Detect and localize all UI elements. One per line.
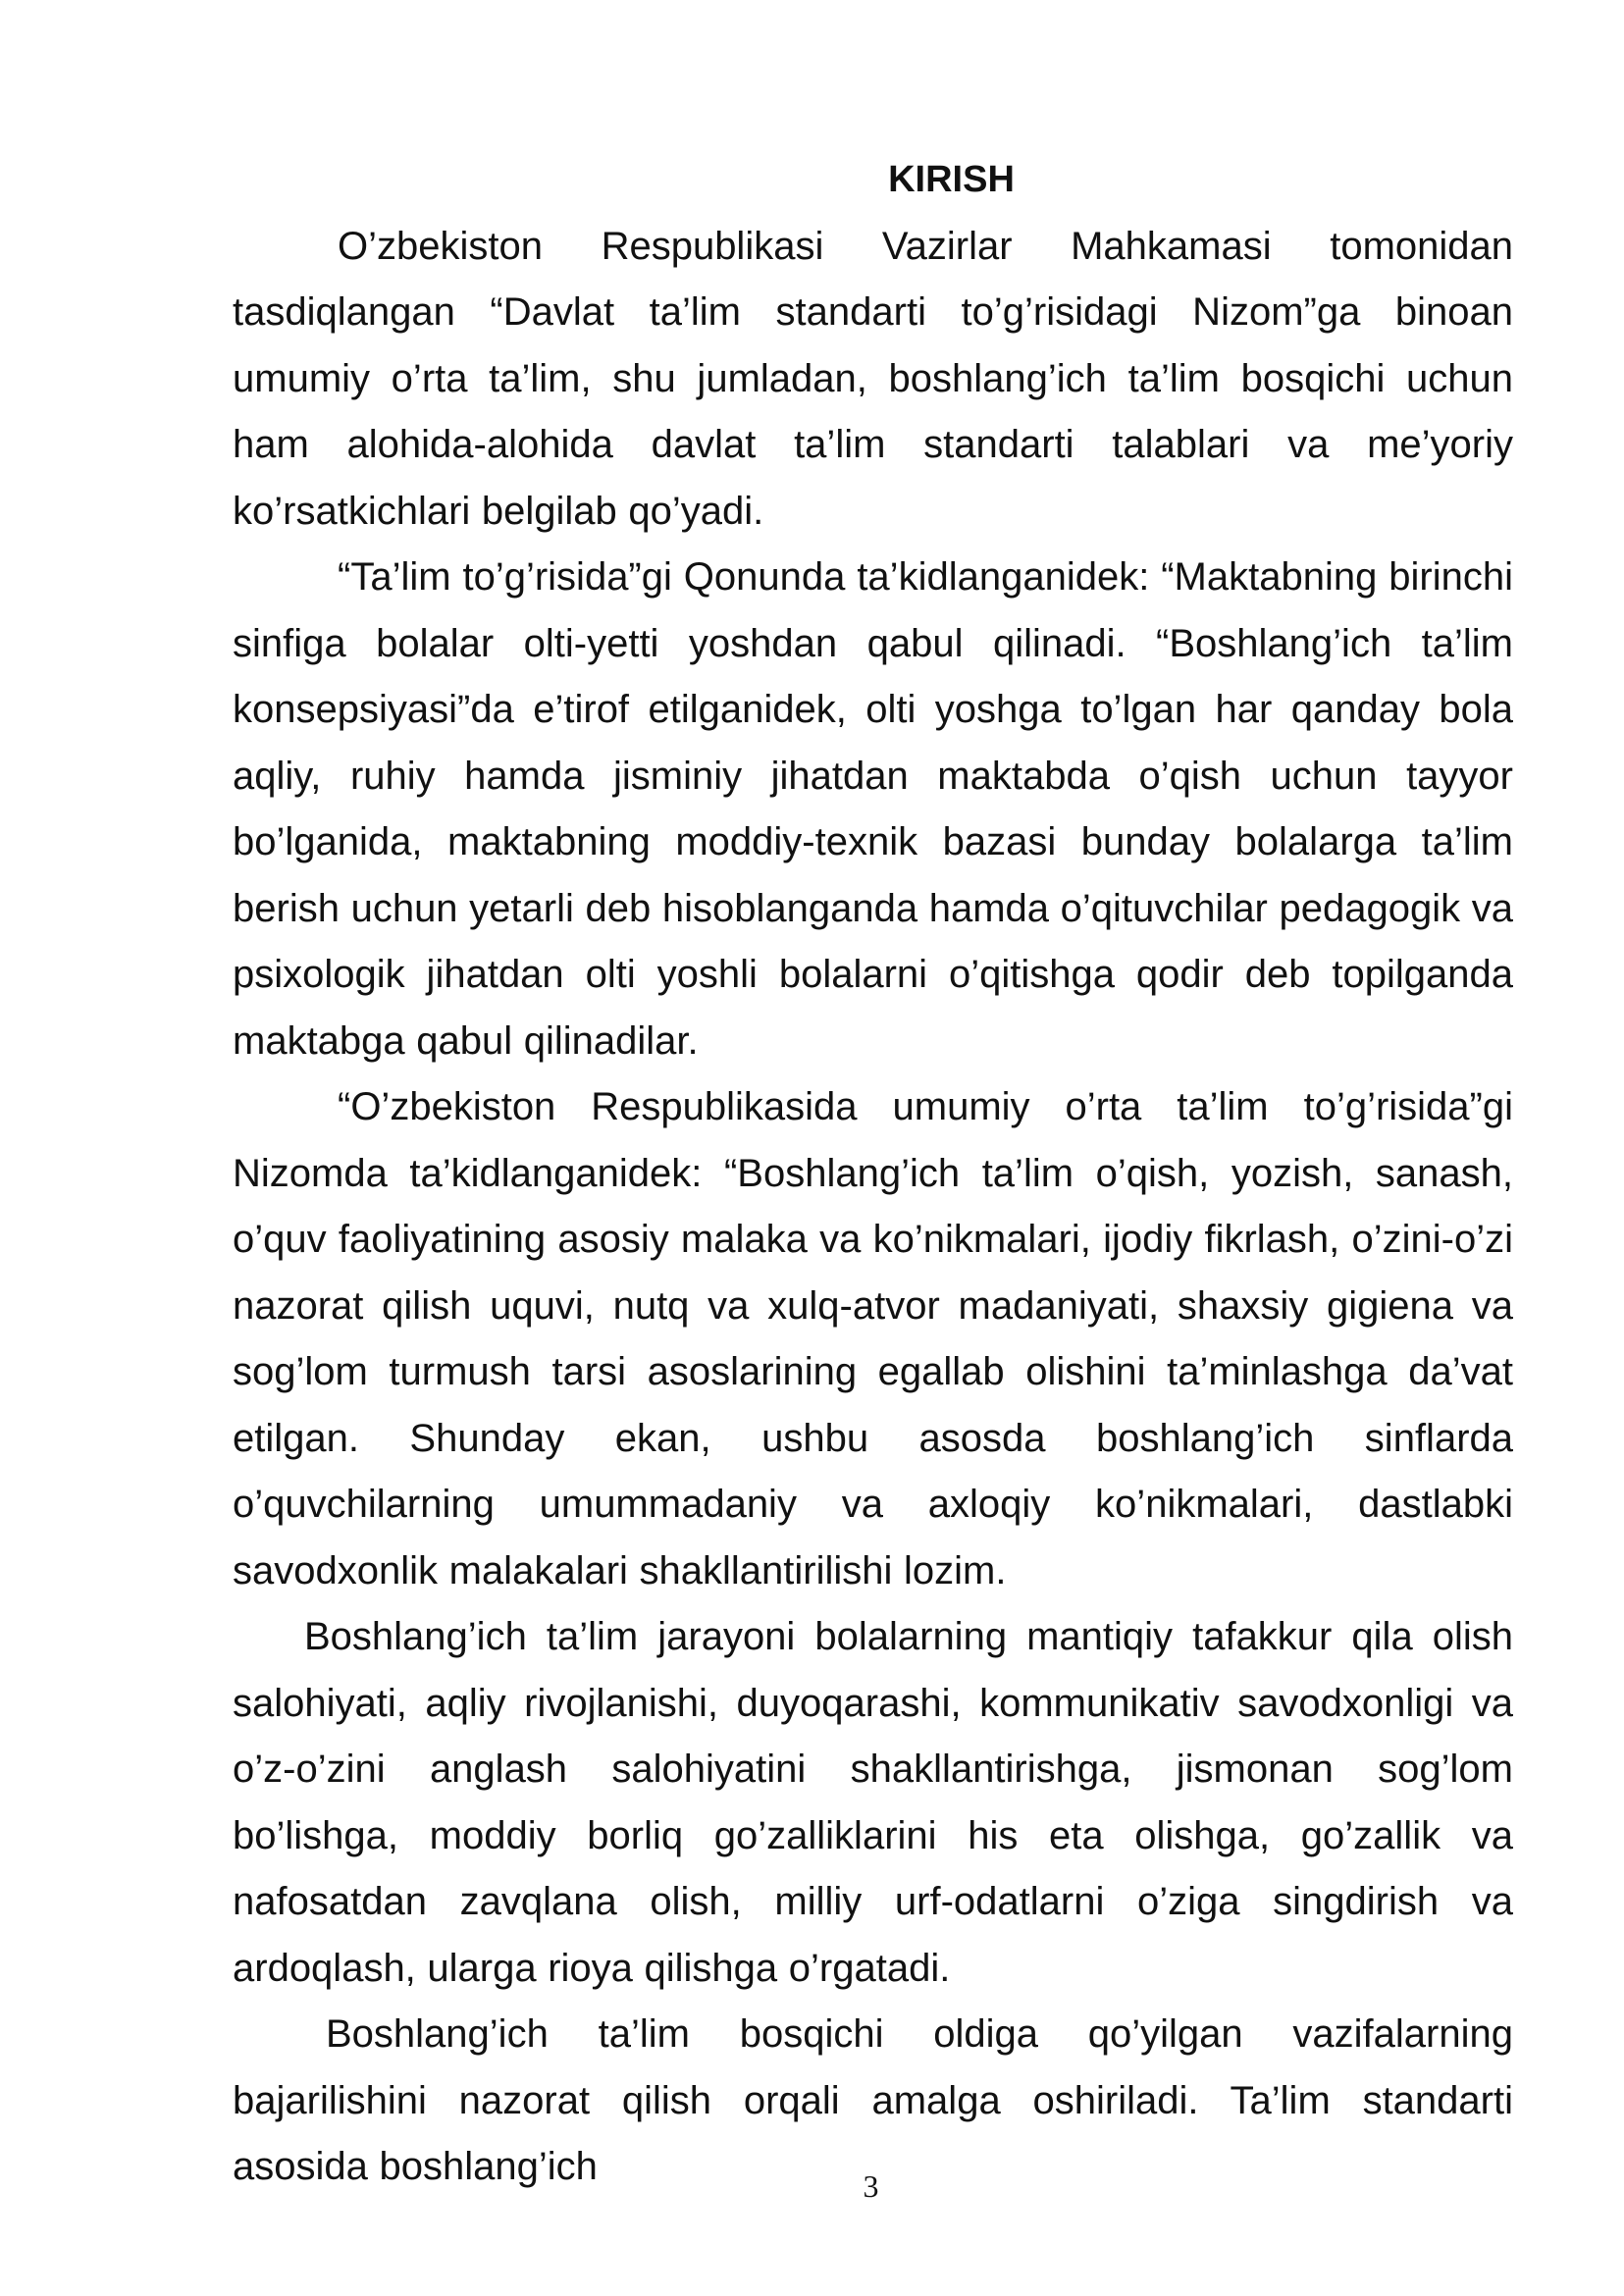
document-body <box>233 147 1513 2201</box>
paragraph-4: Boshlang’ich ta’lim jarayoni bolalarning mantiqiy tafakkur qila olish salohiyati, aqliy rivojlanishi, duyoqarashi, kommunikativ savodxonligi va o’z-o’zini anglash salohiyatini shakllantirishga, jismonan sog’lom bo’lishga, moddiy borliq go’zalliklarini his eta olishga, go’zallik va nafosatdan zavqlana olish, milliy urf-odatlarni o’ziga singdirish va ardoqlash, ularga rioya qilishga o’rgatadi. <box>233 1615 1513 1990</box>
paragraph-2: “Ta’lim to’g’risida”gi Qonunda ta’kidlanganidek: “Maktabning birinchi sinfiga bolalar olti-yetti yoshdan qabul qilinadi. “Boshlang’ich ta’lim konsepsiyasi”da e’tirof etilganidek, olti yoshga to’lgan har qanday bola aqliy, ruhiy hamda jisminiy jihatdan maktabda o’qish uchun tayyor bo’lganida, maktabning moddiy-texnik bazasi bunday bolalarga ta’lim berish uchun yetarli deb hisoblanganda hamda o’qituvchilar pedagogik va psixologik jihatdan olti yoshli bolalarni o’qitishga qodir deb topilganda maktabga qabul qilinadilar. <box>233 555 1513 1063</box>
paragraph-5: Boshlang’ich ta’lim bosqichi oldiga qo’yilgan vazifalarning bajarilishini nazorat qilish orqali amalga oshiriladi. Ta’lim standarti asosida boshlang’ich <box>233 2012 1513 2188</box>
document-title: KIRISH <box>888 159 1015 200</box>
page-number: 3 <box>863 2168 879 2204</box>
paragraph-1: O’zbekiston Respublikasi Vazirlar Mahkamasi tomonidan tasdiqlangan “Davlat ta’lim standarti to’g’risidagi Nizom”ga binoan umumiy o’rta ta’lim, shu jumladan, boshlang’ich ta’lim bosqichi uchun ham alohida-alohida davlat ta’lim standarti talablari va me’yoriy ko’rsatkichlari belgilab qo’yadi. <box>233 224 1513 533</box>
paragraph-3: “O’zbekiston Respublikasida umumiy o’rta ta’lim to’g’risida”gi Nizomda ta’kidlanganidek: “Boshlang’ich ta’lim o’qish, yozish, sanash, o’quv faoliyatining asosiy malaka va ko’nikmalari, ijodiy fikrlash, o’zini-o’zi nazorat qilish uquvi, nutq va xulq-atvor madaniyati, shaxsiy gigiena va sog’lom turmush tarsi asoslarining egallab olishini ta’minlashga da’vat etilgan. Shunday ekan, ushbu asosda boshlang’ich sinflarda o’quvchilarning umummadaniy va axloqiy ko’nikmalari, dastlabki savodxonlik malakalari shakllantirilishi lozim. <box>233 1085 1513 1592</box>
